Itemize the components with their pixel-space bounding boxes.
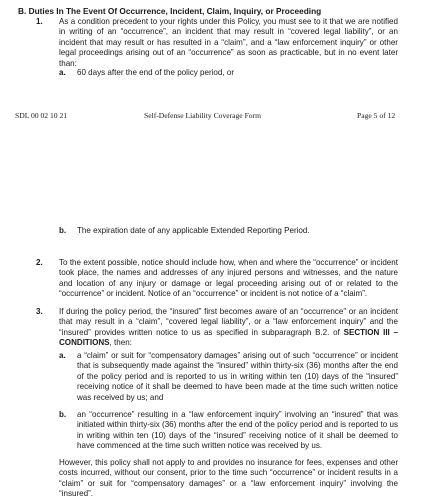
section-heading: B. Duties In The Event Of Occurrence, Incident, Claim, Inquiry, or Proceeding bbox=[18, 6, 322, 16]
item-2-text: To the extent possible, notice should include how, when and where the “occurrence” or incident took place, the names and addresses of any injured persons and witnesses, and the nature and location of any injury or damage or legal proceeding arising out of or related to the “occurrence” or incident. Notice of an “occurrence” or incident is not notice of a “claim”. bbox=[59, 258, 398, 299]
item-1b-text: The expiration date of any applicable Extended Reporting Period. bbox=[77, 226, 310, 235]
item-1b-letter: b. bbox=[59, 226, 67, 235]
item-1a-text: 60 days after the end of the policy period, or bbox=[77, 68, 235, 77]
item-3a-text: a “claim” or suit for “compensatory damages” arising out of such “occurrence” or incident that is subsequently made against the “insured” within thirty-six (36) months after the end of the policy period and is reported to us in writing within ten (10) days of the “insured” receiving notice of it shall be deemed to have been made at the time such written notice was received by us; and bbox=[77, 351, 398, 402]
item-3-text-before: If during the policy period, the “insured” first becomes aware of an “occurrence” or an incident that may result in a “claim”, “covered legal liability”, or a “law enforcement inquiry” and the “insured” provides written notice to us as specified in subparagraph B.2. of bbox=[59, 307, 398, 337]
item-3b-letter: b. bbox=[59, 410, 67, 419]
footer-form-title: Self-Defense Liability Coverage Form bbox=[144, 111, 262, 120]
item-1-text: As a condition precedent to your rights under this Policy, you must see to it that we are notified in writing of an “occurrence”, an incident that may result in “covered legal liability”, or an incident that may result or has resulted in a “claim”, and a “law enforcement inquiry” or other legal proceedings arising out of an “occurrence” as soon as practicable, but in no event later than: bbox=[59, 17, 398, 68]
item-2-number: 2. bbox=[36, 258, 43, 267]
footer-form-number: SDL 00 02 10 21 bbox=[15, 111, 68, 120]
page-5-bottom-portion bbox=[0, 0, 424, 130]
item-3-conditions-ref: SECTION III – CONDITIONS bbox=[59, 327, 398, 348]
item-3-text-after: , then: bbox=[109, 338, 132, 348]
item-3a-letter: a. bbox=[59, 351, 66, 360]
item-1a-letter: a. bbox=[59, 68, 66, 77]
item-1-number: 1. bbox=[36, 17, 43, 26]
item-3-closing-text: However, this policy shall not apply to and provides no insurance for fees, expenses and other costs incurred, without our consent, prior to the time such “occurrence” or incident results in a “claim” or suit for “compensatory damages” or a “law enforcement inquiry” involving the “insured”. bbox=[59, 458, 398, 499]
footer-page-number: Page 5 of 12 bbox=[357, 111, 396, 120]
item-3-number: 3. bbox=[36, 307, 43, 316]
page-break-gap bbox=[0, 130, 424, 222]
item-3b-text: an “occurrence” resulting in a “law enforcement inquiry” involving an “insured” that was initiated within thirty-six (36) months after the end of the policy period and is reported to us in writing within ten (10) days of the “insured” receiving notice of it shall be deemed to have commenced at the time such written notice was received by us. bbox=[77, 410, 398, 451]
page-6-top-portion bbox=[0, 222, 424, 500]
item-3-text bbox=[59, 307, 398, 349]
